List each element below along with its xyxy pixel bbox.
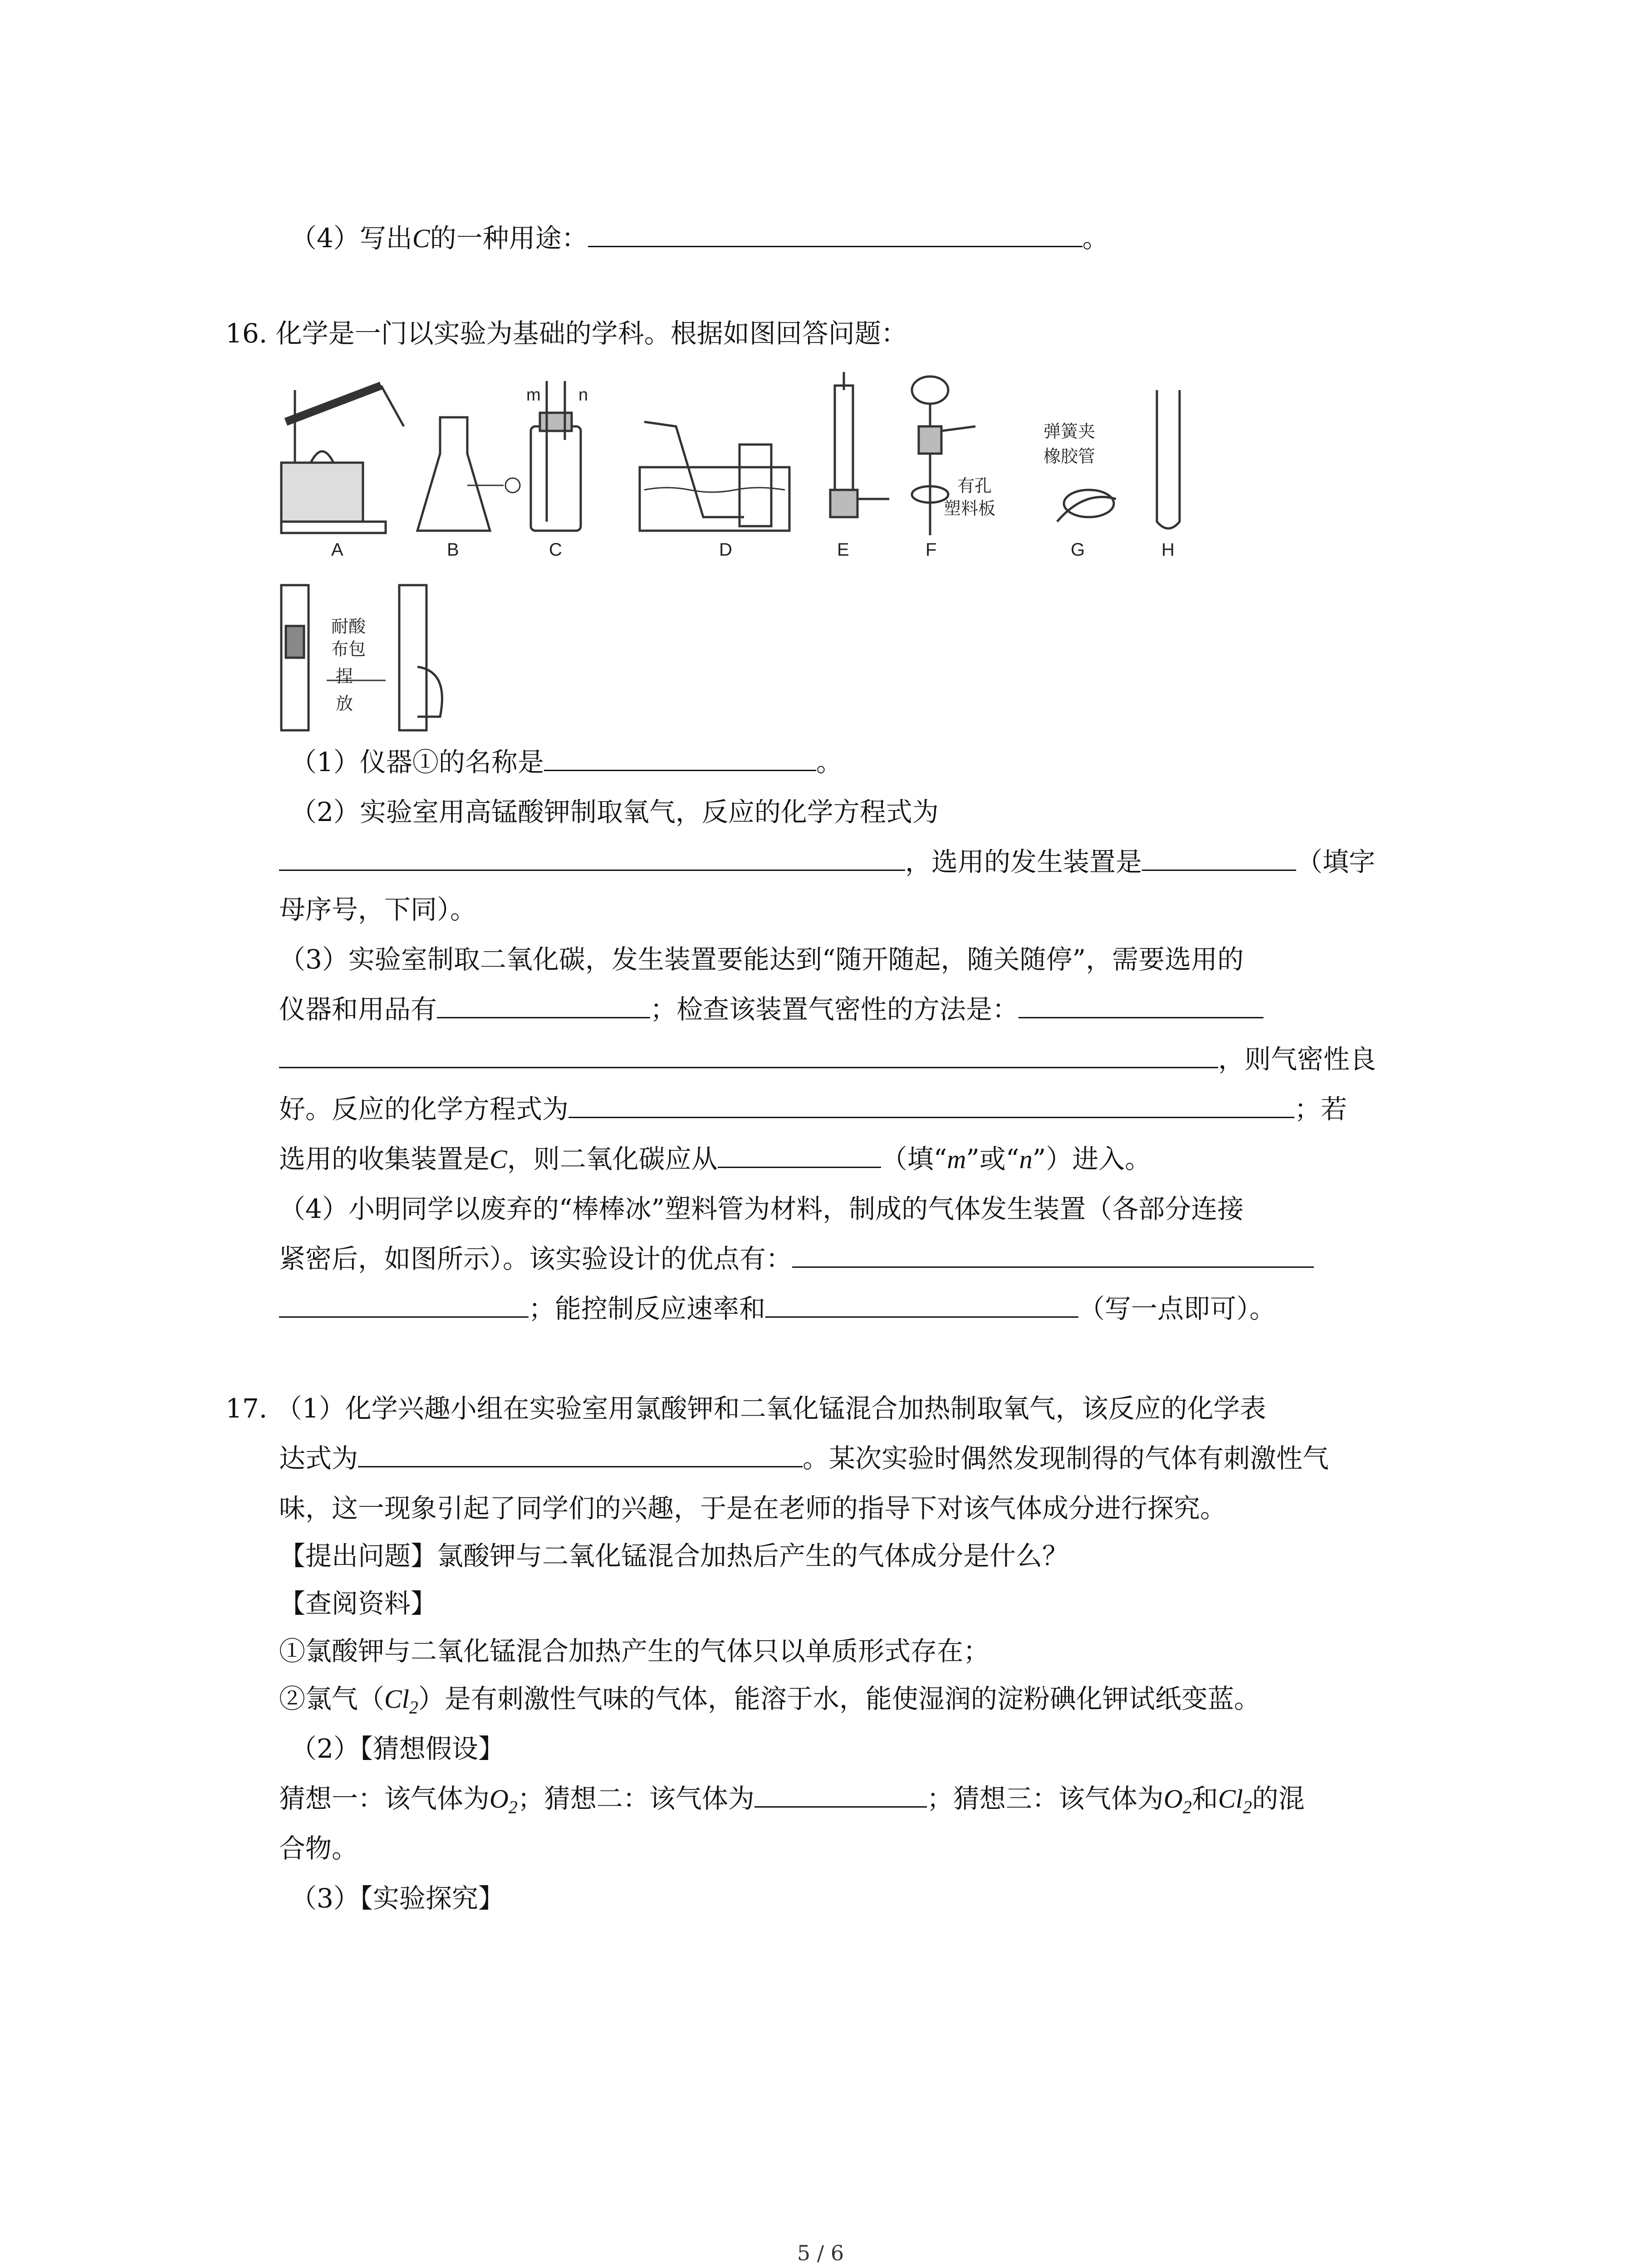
q16-p4-line1: （4）小明同学以废弃的“棒棒冰”塑料管为材料，制成的气体发生装置（各部分连接	[279, 1193, 1244, 1224]
label-e: E	[837, 540, 849, 560]
apparatus-d-water	[644, 488, 785, 492]
apparatus-a-base	[281, 522, 386, 533]
q16-p2-line2: ，选用的发生装置是 （填字	[279, 841, 1375, 882]
answer-blank[interactable]	[765, 1289, 1078, 1318]
apparatus-b-marker	[505, 478, 520, 493]
answer-blank[interactable]	[792, 1239, 1314, 1268]
q16-p4-line3: ；能控制反应速率和 （写一点即可）。	[279, 1288, 1276, 1329]
apparatus-c-bottle	[531, 426, 581, 531]
q16-p3-line4: 好。反应的化学方程式为 ；若	[279, 1089, 1347, 1129]
label-xiangjiaoguan: 橡胶管	[1043, 447, 1096, 466]
q15-part4: （4）写出C的一种用途： 。	[290, 218, 1109, 259]
label-f: F	[926, 540, 937, 560]
apparatus-a-delivery-tube	[381, 386, 404, 426]
label-h: H	[1161, 540, 1175, 560]
q17-line3: 味，这一现象引起了同学们的兴趣，于是在老师的指导下对该气体成分进行探究。	[279, 1493, 1227, 1524]
apparatus-h-test-tube	[1157, 390, 1180, 528]
label-youkong: 有孔	[957, 477, 992, 496]
q17-line2: 达式为 。某次实验时偶然发现制得的气体有刺激性气	[279, 1438, 1329, 1479]
apparatus-d-trough	[640, 467, 789, 531]
q17-line11: （3）【实验探究】	[290, 1883, 505, 1914]
q16-p3-line5: 选用的收集装置是C，则二氧化碳应从 （填“m”或“n”）进入。	[279, 1139, 1151, 1180]
answer-blank[interactable]	[718, 1139, 881, 1168]
answer-blank[interactable]	[754, 1779, 927, 1808]
label-n: n	[578, 386, 588, 405]
q16-p3-line1: （3）实验室制取二氧化碳，发生装置要能达到“随开随起，随关随停”，需要选用的	[279, 944, 1244, 975]
label-g: G	[1071, 540, 1085, 560]
answer-blank[interactable]	[1142, 842, 1296, 871]
answer-blank[interactable]	[568, 1090, 1294, 1118]
device-acid-resistant-bag	[286, 626, 304, 658]
q16-p2-line3: 母序号，下同）。	[279, 894, 477, 925]
q16-p3-line2: 仪器和用品有 ；检查该装置气密性的方法是：	[279, 989, 1264, 1030]
q17-line1: 17. （1）化学兴趣小组在实验室用氯酸钾和二氧化锰混合加热制取氧气，该反应的化学表	[225, 1393, 1266, 1424]
device-tube-right	[399, 585, 426, 730]
apparatus-f-stopper	[919, 426, 941, 454]
device-hand	[417, 667, 442, 717]
label-c: C	[549, 540, 562, 560]
q17-line10: 合物。	[279, 1833, 358, 1864]
q17-line9: 猜想一：该气体为$O_2$；猜想二：该气体为 ；猜想三：该气体为$O_2$和$Cl_2$的混	[279, 1778, 1305, 1828]
apparatus-f-side-tube	[941, 426, 975, 431]
apparatus-b-flask	[417, 417, 490, 531]
answer-blank[interactable]	[544, 743, 816, 771]
label-naisuan: 耐酸	[331, 617, 366, 636]
apparatus-a-lamp	[281, 463, 363, 522]
answer-blank[interactable]	[279, 1289, 529, 1318]
label-bubao: 布包	[331, 640, 366, 659]
page-number: 5 / 6	[797, 2241, 844, 2265]
q16-stem: 16. 化学是一门以实验为基础的学科。根据如图回答问题：	[225, 318, 907, 349]
label-a: A	[331, 540, 343, 560]
q17-line7: ②氯气$(Cl_2)$是有刺激性气味的气体，能溶于水，能使湿润的淀粉碘化钾试纸变蓝。	[279, 1683, 1260, 1718]
answer-blank[interactable]	[279, 842, 905, 871]
apparatus-e-syringe	[835, 386, 853, 490]
apparatus-e-stopper	[830, 490, 857, 517]
label-b: B	[447, 540, 459, 560]
label-tanhuangjia: 弹簧夹	[1043, 422, 1096, 441]
apparatus-c-stopper	[540, 413, 572, 431]
label-suliaoban: 塑料板	[944, 499, 996, 518]
apparatus-g-rubber-tube	[1064, 490, 1114, 517]
q17-line5: 【查阅资料】	[279, 1588, 437, 1619]
apparatus-d-delivery-tube	[644, 422, 744, 517]
q16-p2: （2）实验室用高锰酸钾制取氧气，反应的化学方程式为	[290, 797, 939, 827]
answer-blank[interactable]	[358, 1439, 803, 1467]
apparatus-a-flame	[311, 451, 333, 463]
apparatus-d-collecting-bottle	[740, 445, 771, 526]
q16-p4-line2: 紧密后，如图所示）。该实验设计的优点有：	[279, 1238, 1314, 1279]
label-fang: 放	[336, 694, 353, 714]
label-d: D	[719, 540, 732, 560]
q17-line6: ①氯酸钾与二氧化锰混合加热产生的气体只以单质形式存在；	[279, 1636, 990, 1667]
q17-line8: （2）【猜想假设】	[290, 1733, 505, 1764]
label-nie: 捏	[336, 667, 353, 686]
q16-p3-line3: ，则气密性良	[279, 1039, 1376, 1080]
apparatus-a-test-tube	[286, 386, 381, 422]
q16-p1: （1）仪器①的名称是 。	[290, 742, 843, 782]
label-m: m	[526, 386, 541, 405]
answer-blank[interactable]	[279, 1040, 1218, 1068]
q17-line4: 【提出问题】氯酸钾与二氧化锰混合加热后产生的气体成分是什么？	[279, 1540, 1069, 1571]
answer-blank[interactable]	[1019, 990, 1264, 1018]
answer-blank[interactable]	[437, 990, 650, 1018]
answer-blank[interactable]	[588, 219, 1083, 247]
apparatus-f-funnel-bulb	[912, 376, 948, 404]
